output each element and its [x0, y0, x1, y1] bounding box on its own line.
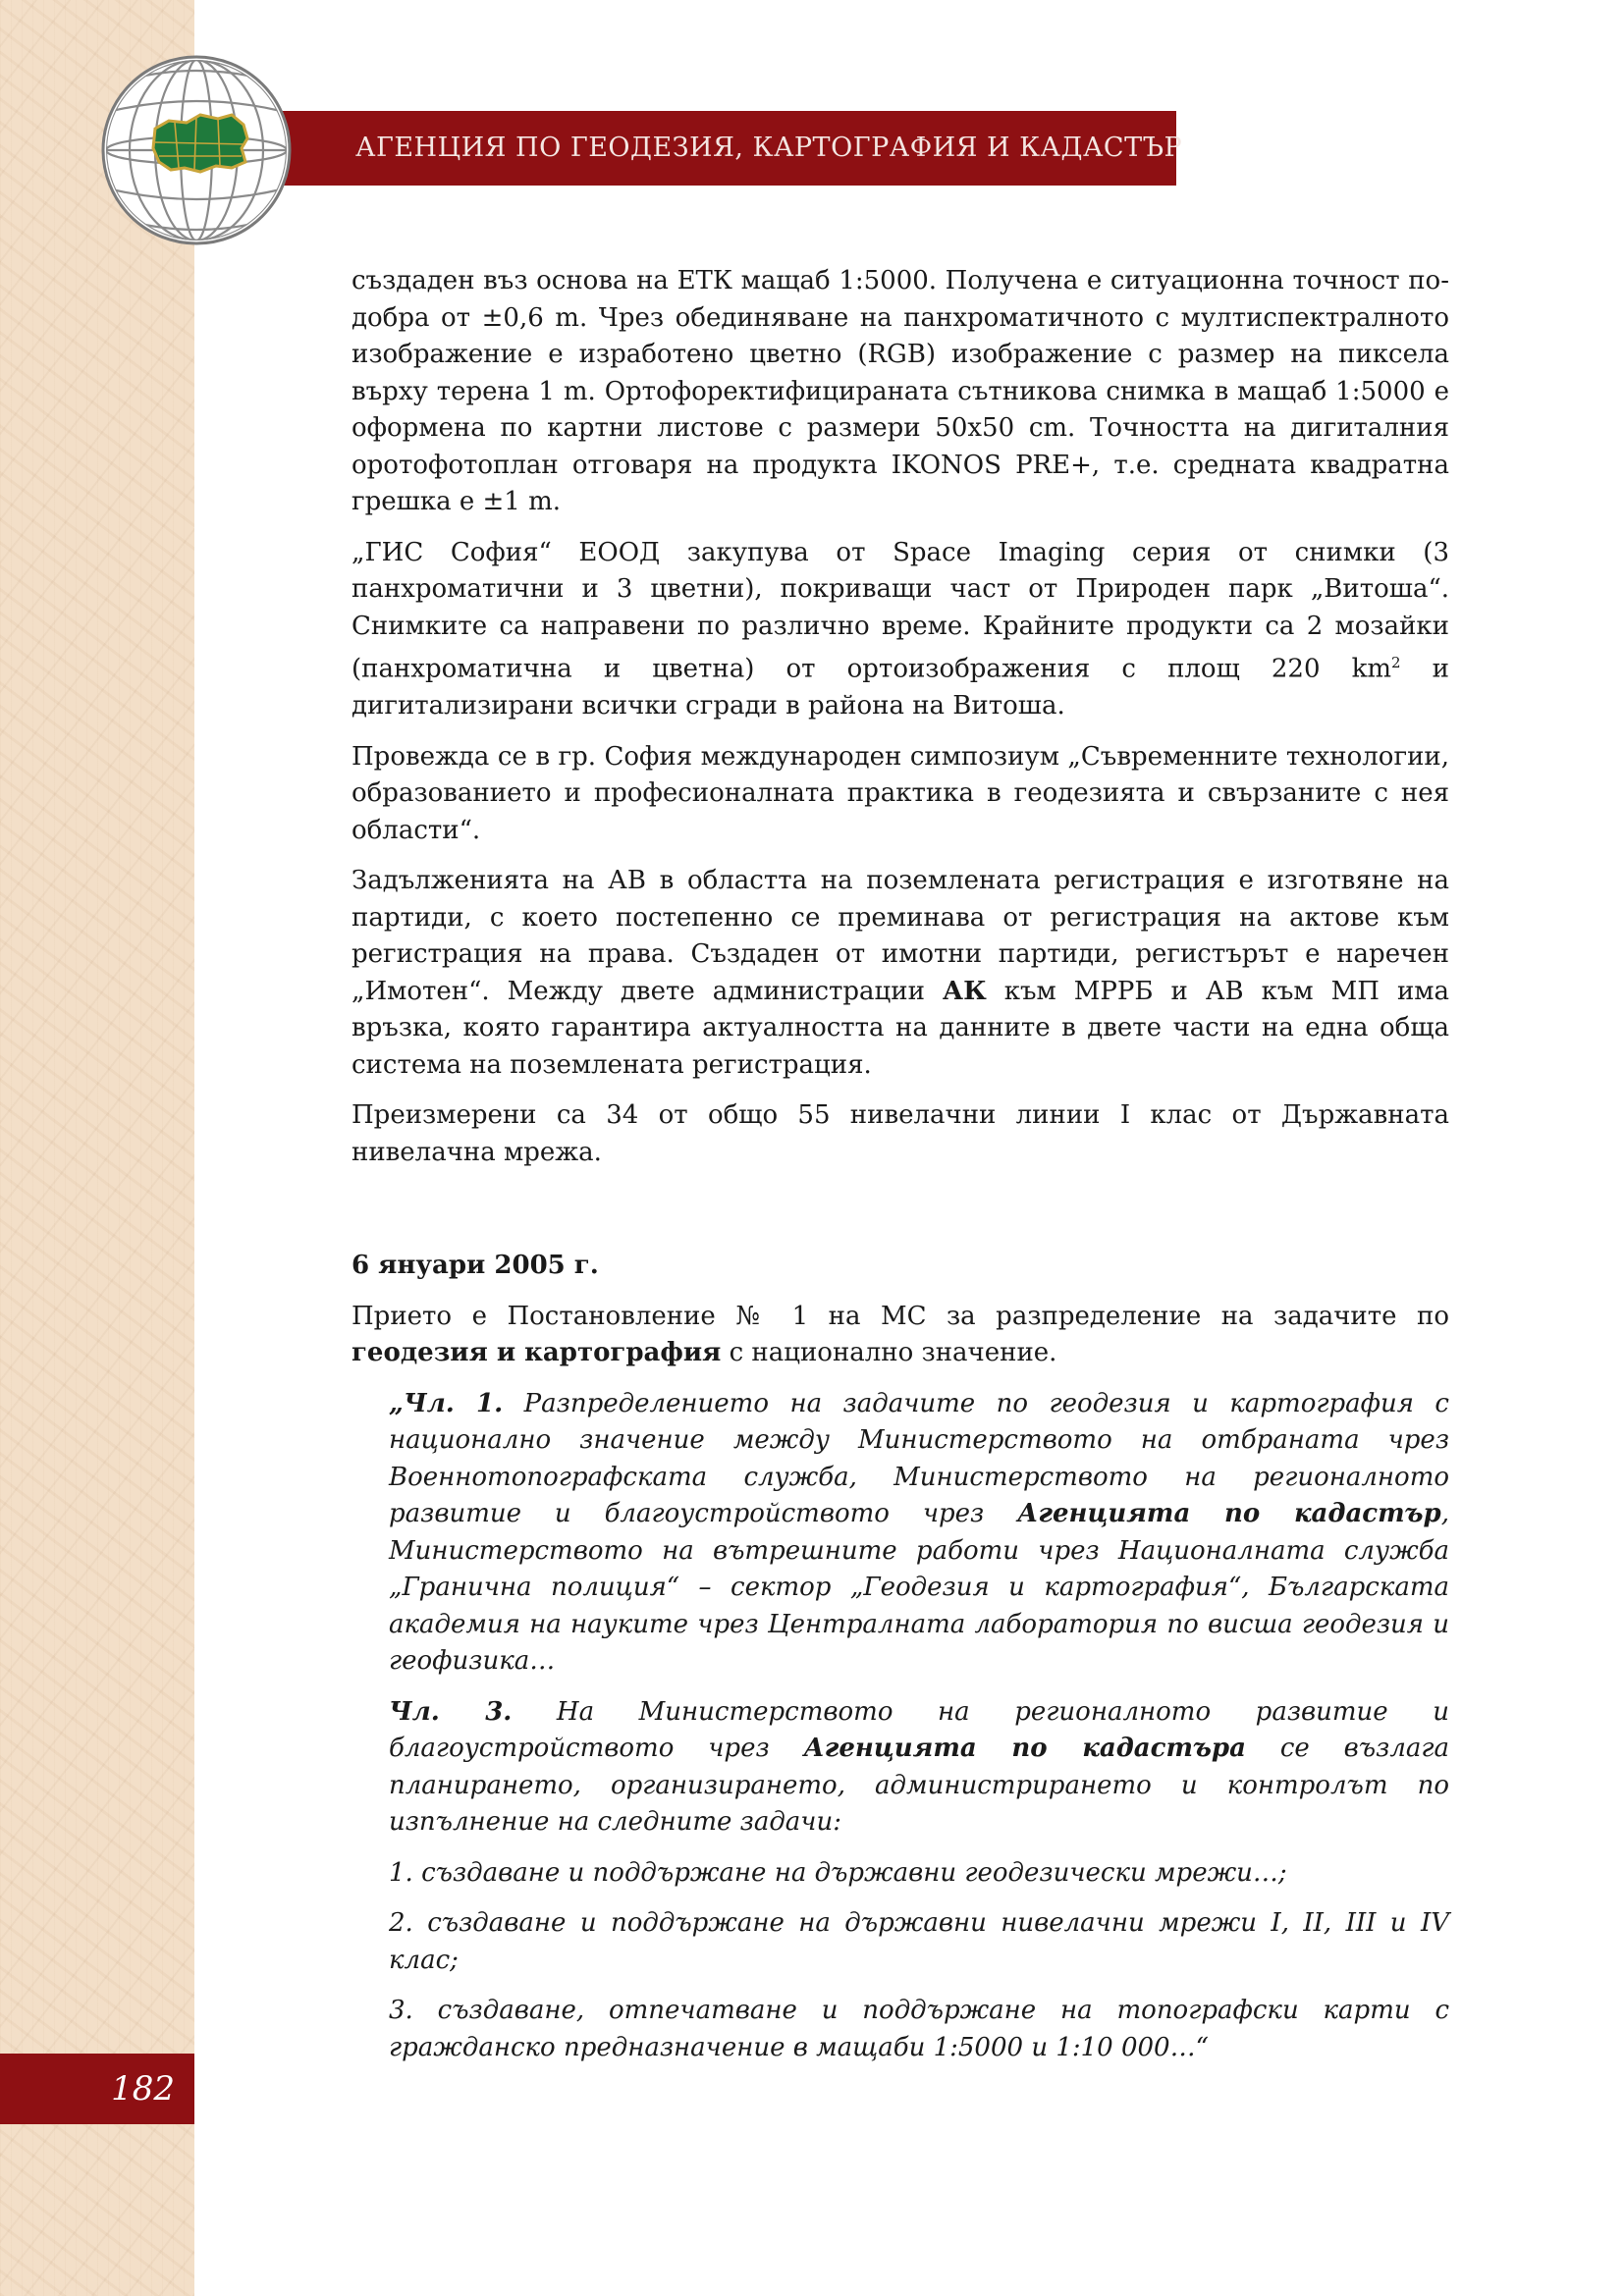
globe-logo-icon — [98, 52, 295, 248]
quote-list-item: 1. създаване и поддържане на държавни геодезически мрежи…; — [389, 1857, 1287, 1888]
decorative-sidebar — [0, 0, 194, 2296]
paragraph: Прието е Постановление № 1 на МС за разпределение на задачите по геодезия и картография с национално значение. — [352, 1301, 1449, 1368]
page-number: 182 — [111, 2069, 175, 2109]
date-heading: 6 януари 2005 г. — [352, 1251, 599, 1281]
quote-list-item: 2. създаване и поддържане на държавни нивелачни мрежи I, II, III и IV клас; — [389, 1908, 1449, 1975]
main-content — [352, 263, 1449, 2080]
paragraph: „ГИС София“ ЕООД закупува от Space Imaging серия от снимки (3 панхроматични и 3 цветни), покриващи част от Природен парк „Витоша“. Снимките са направени по различно време. Крайните продукти са 2 мозайки (панхроматична и цветна) от ортоизображения с площ 220 $km^2$ и дигитализирани всички сгради в района на Витоша. — [352, 537, 1450, 721]
section-gap — [352, 1185, 1449, 1248]
quote-paragraph: Чл. 3. На Министерството на регионалното развитие и благоустройството чрез Агенцията по кадастъра се възлага планирането, организирането, администрирането и контролът по изпълнение на следните задачи: — [389, 1696, 1450, 1838]
paragraph: създаден въз основа на ЕТК мащаб 1:5000. Получена е ситуационна точност по-добра от ±0,6 m. Чрез обединяване на панхроматичното с мултиспектралното изображение е изработено цветно (RGB) изображение с размер на пиксела върху терена 1 m. Ортофоректифицираната сътниковa снимка в мащаб 1:5000 е оформена по картни листове с размери 50x50 cm. Точността на дигиталния оротофотоплан отговаря на продукта IKONOS PRE+, т.е. средната квадратна грешка е ±1 m. — [352, 266, 1449, 516]
paragraph: Преизмерени са 34 от общо 55 нивелачни линии I клас от Държавната нивелачна мрежа. — [352, 1100, 1449, 1167]
quote-paragraph: „Чл. 1. Разпределението на задачите по геодезия и картография с национално значение между Министерството на отбраната чрез Военнотопографската служба, Министерството на регионалното развитие и благоустройството чрез Агенцията по кадастър, Министерството на вътрешните работи чрез Националната служба „Гранична полиция“ – сектор „Геодезия и картография“, Българската академия на науките чрез Централната лаборатория по висша геодезия и геофизика… — [389, 1388, 1449, 1677]
legal-quote — [389, 1386, 1449, 2067]
paragraph: Провежда се в гр. София международен симпозиум „Съвременните технологии, образованието и професионалната практика в геодезията и свързаните с нея области“. — [352, 741, 1449, 845]
header-title: АГЕНЦИЯ ПО ГЕОДЕЗИЯ, КАРТОГРАФИЯ И КАДАСТЪР — [355, 133, 1183, 163]
paragraph: Задълженията на АВ в областта на поземлената регистрация е изготвяне на партиди, с което постепенно се преминава от регистрация на актове към регистрация на права. Създаден от имотни партиди, регистърът е наречен „Имотен“. Между двете администрации АК към МРРБ и АВ към МП има връзка, която гарантира актуалността на данните в двете части на една обща система на поземлената регистрация. — [352, 866, 1449, 1080]
quote-list-item: 3. създаване, отпечатване и поддържане на топографски карти с гражданско предназначение в мащаби 1:5000 и 1:10 000…“ — [389, 1996, 1449, 2062]
